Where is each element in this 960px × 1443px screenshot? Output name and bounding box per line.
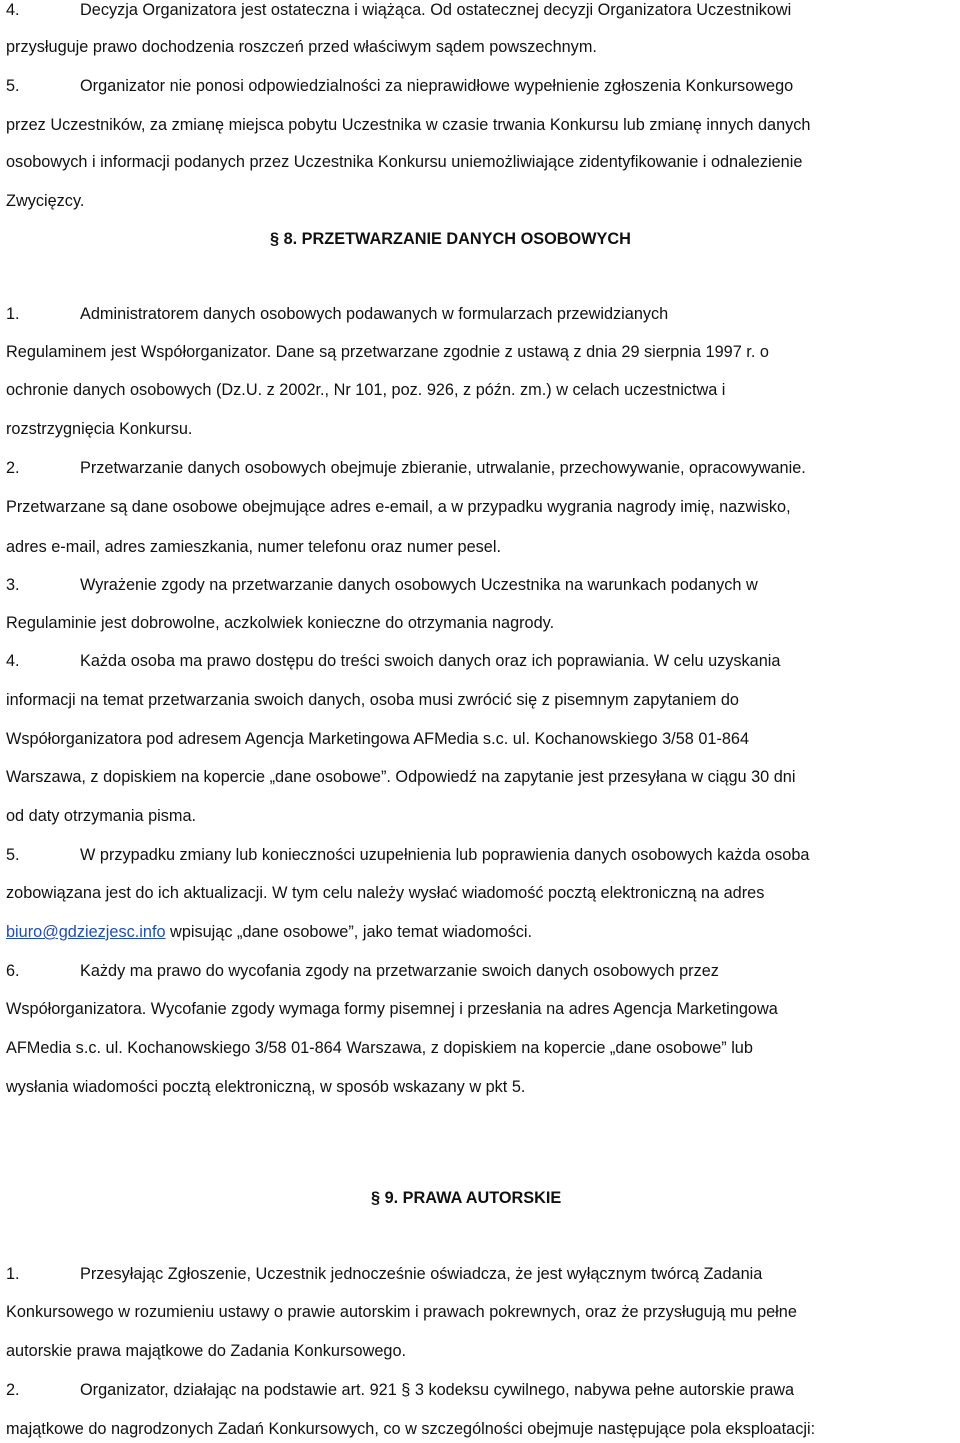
item-number: 6.	[6, 962, 20, 980]
paragraph-line	[6, 304, 668, 324]
section-heading: § 8. PRZETWARZANIE DANYCH OSOBOWYCH	[270, 230, 631, 248]
paragraph-line: Konkursowego w rozumieniu ustawy o prawie autorskim i prawach pokrewnych, oraz że przysługują mu pełne	[6, 1303, 797, 1321]
paragraph-text: Decyzja Organizatora jest ostateczna i wiążąca. Od ostatecznej decyzji Organizatora Uczestnikowi	[80, 1, 792, 19]
paragraph-line	[6, 845, 809, 865]
paragraph-line	[6, 922, 532, 942]
item-number: 3.	[6, 576, 20, 594]
paragraph-line: osobowych i informacji podanych przez Uczestnika Konkursu uniemożliwiające zidentyfikowanie i odnalezienie	[6, 153, 803, 171]
item-number: 4.	[6, 652, 20, 670]
item-number: 1.	[6, 1265, 20, 1283]
paragraph-line: Regulaminem jest Współorganizator. Dane są przetwarzane zgodnie z ustawą z dnia 29 sierpnia 1997 r. o	[6, 343, 769, 361]
paragraph-text: Przetwarzanie danych osobowych obejmuje zbieranie, utrwalanie, przechowywanie, opracowywanie.	[80, 459, 806, 477]
item-number: 2.	[6, 1381, 20, 1399]
paragraph-line: Zwycięzcy.	[6, 192, 85, 210]
paragraph-line	[6, 76, 793, 96]
paragraph-line: przysługuje prawo dochodzenia roszczeń przed właściwym sądem powszechnym.	[6, 38, 597, 56]
paragraph-line: przez Uczestników, za zmianę miejsca pobytu Uczestnika w czasie trwania Konkursu lub zmianę innych danych	[6, 116, 811, 134]
paragraph-line: zobowiązana jest do ich aktualizacji. W tym celu należy wysłać wiadomość pocztą elektroniczną na adres	[6, 884, 765, 902]
paragraph-text: Administratorem danych osobowych podawanych w formularzach przewidzianych	[80, 305, 669, 323]
paragraph-line: majątkowe do nagrodzonych Zadań Konkursowych, co w szczególności obejmuje następujące pola eksploatacji:	[6, 1420, 816, 1438]
paragraph-line	[6, 1264, 762, 1284]
paragraph-line: Współorganizatora pod adresem Agencja Marketingowa AFMedia s.c. ul. Kochanowskiego 3/58 01-864	[6, 730, 750, 748]
paragraph-line: Przetwarzane są dane osobowe obejmujące adres e-email, a w przypadku wygrania nagrody imię, nazwisko,	[6, 498, 791, 516]
paragraph-line: autorskie prawa majątkowe do Zadania Konkursowego.	[6, 1342, 407, 1360]
paragraph-line	[6, 458, 806, 478]
paragraph-text: Organizator nie ponosi odpowiedzialności za nieprawidłowe wypełnienie zgłoszenia Konkursowego	[80, 77, 794, 95]
paragraph-text: Przesyłając Zgłoszenie, Uczestnik jednocześnie oświadcza, że jest wyłącznym twórcą Zadania	[80, 1265, 763, 1283]
paragraph-line: adres e-mail, adres zamieszkania, numer telefonu oraz numer pesel.	[6, 538, 502, 556]
paragraph-text: W przypadku zmiany lub konieczności uzupełnienia lub poprawienia danych osobowych każda osoba	[80, 846, 810, 864]
section-heading: § 9. PRAWA AUTORSKIE	[371, 1189, 562, 1207]
paragraph-line: Regulaminie jest dobrowolne, aczkolwiek konieczne do otrzymania nagrody.	[6, 614, 555, 632]
paragraph-line: ochronie danych osobowych (Dz.U. z 2002r., Nr 101, poz. 926, z późn. zm.) w celach uczestnictwa i	[6, 381, 726, 399]
paragraph-line	[6, 961, 719, 981]
paragraph-line: informacji na temat przetwarzania swoich danych, osoba musi zwrócić się z pisemnym zapytaniem do	[6, 691, 739, 709]
paragraph-line: AFMedia s.c. ul. Kochanowskiego 3/58 01-864 Warszawa, z dopiskiem na kopercie „dane osobowe” lub	[6, 1039, 753, 1057]
paragraph-text: Wyrażenie zgody na przetwarzanie danych osobowych Uczestnika na warunkach podanych w	[80, 576, 758, 594]
paragraph-line	[6, 575, 758, 595]
paragraph-line: Warszawa, z dopiskiem na kopercie „dane osobowe”. Odpowiedź na zapytanie jest przesyłana w ciągu 30 dni	[6, 768, 796, 786]
paragraph-text: Każda osoba ma prawo dostępu do treści swoich danych oraz ich poprawiania. W celu uzyskania	[80, 652, 781, 670]
item-number: 5.	[6, 846, 20, 864]
paragraph-text: Organizator, działając na podstawie art. 921 § 3 kodeksu cywilnego, nabywa pełne autorskie prawa	[80, 1381, 795, 1399]
paragraph-line: rozstrzygnięcia Konkursu.	[6, 420, 193, 438]
paragraph-text: Każdy ma prawo do wycofania zgody na przetwarzanie swoich danych osobowych przez	[80, 962, 719, 980]
paragraph-line	[6, 651, 780, 671]
item-number: 4.	[6, 1, 20, 19]
paragraph-text: wpisując „dane osobowe”, jako temat wiadomości.	[165, 923, 533, 941]
paragraph-line: od daty otrzymania pisma.	[6, 807, 197, 825]
item-number: 1.	[6, 305, 20, 323]
item-number: 5.	[6, 77, 20, 95]
item-number: 2.	[6, 459, 20, 477]
email-link[interactable]: biuro@gdziezjesc.info	[6, 923, 166, 941]
paragraph-line: wysłania wiadomości pocztą elektroniczną, w sposób wskazany w pkt 5.	[6, 1078, 526, 1096]
paragraph-line	[6, 0, 791, 20]
paragraph-line: Współorganizatora. Wycofanie zgody wymaga formy pisemnej i przesłania na adres Agencja Marketingowa	[6, 1000, 778, 1018]
paragraph-line	[6, 1380, 794, 1400]
